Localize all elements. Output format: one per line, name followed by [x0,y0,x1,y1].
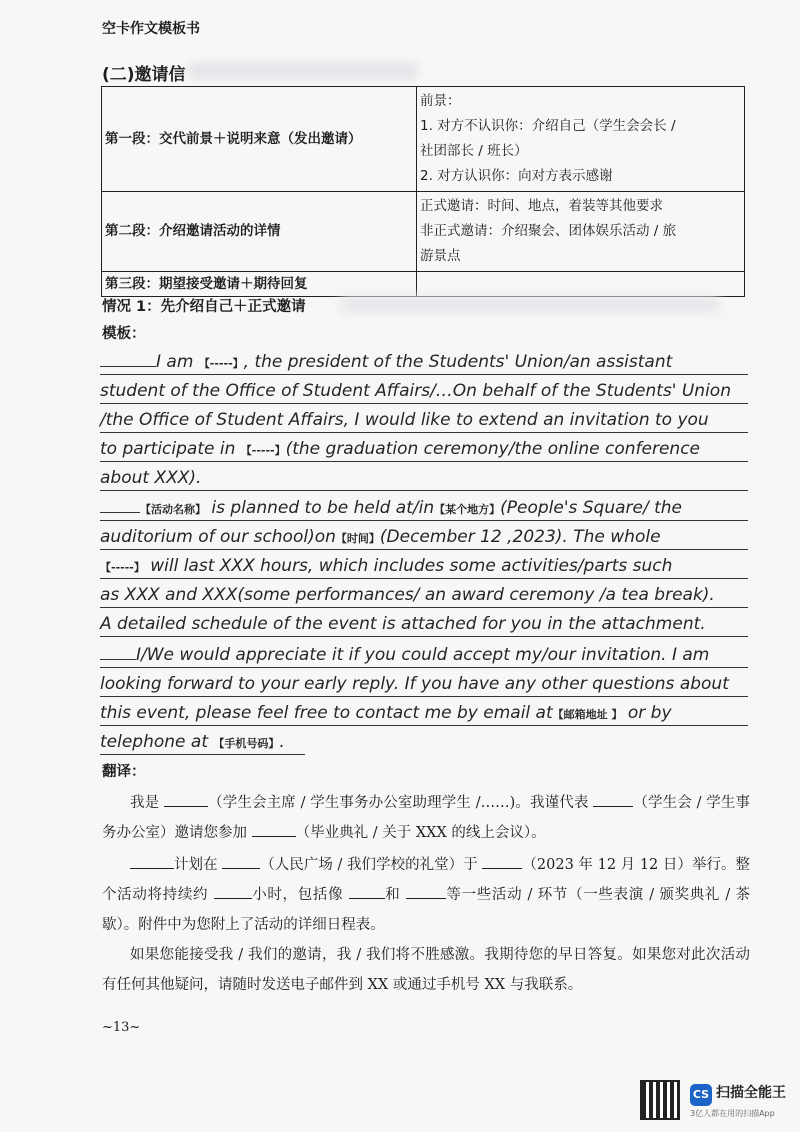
translation-text: 等一些活动 / 环节（一些表演 / 颁奖典礼 / 茶歇）。附件中为您附上了活动的详细日程表。 [102,887,751,933]
translation-text: （毕业典礼 / 关于 XXX 的线上会议）。 [295,825,546,841]
template-label: 模板： [102,326,146,342]
template-line: looking forward to your early reply. If you have any other questions about [100,672,748,697]
template-text: , the president of the Students' Union/an assistant [243,352,673,372]
row-content [417,272,745,297]
template-line [100,643,748,668]
table-row [102,87,745,192]
template-text: (December 12 ,2023). The whole [379,527,661,547]
blurred-watermark [188,62,418,80]
translation-text: （2023 年 12 月 12 日）举行。整个活动将持续约 [102,857,751,903]
blank-line [214,884,252,899]
template-text: this event, please feel free to contact me by email at [100,703,553,723]
translation-paragraph [102,788,750,848]
blurred-watermark [340,296,720,314]
blank-line [252,822,296,837]
template-line [100,730,305,755]
translation-text: （学生会主席 / 学生事务办公室助理学生 /……)。我谨代表 [207,795,589,811]
row-label: 第一段：交代前景＋说明来意（发出邀请） [102,87,417,192]
placeholder-tag: 【-----】 [198,357,244,370]
placeholder-tag: 【某个地方】 [434,503,501,516]
row-line: 游景点 [420,248,461,264]
template-line: as XXX and XXX(some performances/ an award ceremony /a tea break). [100,583,748,608]
blank-line [406,884,446,899]
template-text: . [279,732,285,752]
template-line [100,554,748,579]
placeholder-tag: 【时间】 [335,532,380,545]
scanner-tagline: 3亿人都在用的扫描App [690,1109,775,1118]
blank-line [222,854,260,869]
row-line: 前景： [420,93,461,109]
template-text: I/We would appreciate it if you could accept my/our invitation. I am [136,645,710,665]
template-text: (the graduation ceremony/the online conference [285,439,701,459]
blank-line [349,884,385,899]
placeholder-tag: 【手机号码】 [213,737,280,750]
row-line: 社团部长 / 班长） [420,143,528,159]
blank-line [482,854,522,869]
table-row [102,192,745,272]
row-line: 正式邀请：时间、地点，着装等其他要求 [420,198,663,214]
template-line: /the Office of Student Affairs, I would like to extend an invitation to you [100,408,748,433]
section-title: (二)邀请信 [102,65,186,85]
camscanner-logo-icon: CS [690,1084,712,1106]
template-line [100,437,748,462]
template-line [100,496,748,521]
row-content [417,192,745,272]
row-line: 2. 对方认识你：向对方表示感谢 [420,168,613,184]
template-line [100,525,748,550]
row-line: 非正式邀请：介绍聚会、团体娱乐活动 / 旅 [420,223,677,239]
page-number: ~13~ [102,1020,141,1035]
placeholder-tag: 【-----】 [100,561,145,574]
template-text: auditorium of our school)on [100,527,336,547]
row-label: 第三段：期望接受邀请＋期待回复 [102,272,417,297]
translation-text: （人民广场 / 我们学校的礼堂）于 [260,857,478,873]
translation-text: （学生会 / 学生事务办公室）邀请您参加 [102,795,751,841]
translation-text: 小时，包括像 [251,887,344,903]
case-title: 情况 1：先介绍自己＋正式邀请 [102,299,306,315]
template-text: or by [622,703,672,723]
blank-line [593,792,633,807]
template-line: A detailed schedule of the event is attached for you in the attachment. [100,612,748,637]
placeholder-tag: 【邮箱地址 】 [552,708,623,721]
translation-text: 计划在 [174,857,218,873]
template-text: will last XXX hours, which includes some activities/parts such [144,556,673,576]
template-line: student of the Office of Student Affairs/…On behalf of the Students' Union [100,379,748,404]
blank-line [100,350,156,367]
blank-line [100,643,136,660]
book-header: 空卡作文模板书 [102,21,200,37]
template-line [100,701,748,726]
template-line [100,350,748,375]
translation-paragraph [102,850,750,940]
template-text: telephone at [100,732,214,752]
template-text: is planned to be held at/in [206,498,435,518]
blank-line [130,854,174,869]
translation-text: 和 [384,887,401,903]
scanner-app-name: 扫描全能王 [716,1085,786,1101]
translation-label: 翻译： [102,764,146,780]
translation-paragraph: 如果您能接受我 / 我们的邀请，我 / 我们将不胜感激。我期待您的早日答复。如果您对此次活动有任何其他疑问，请随时发送电子邮件到 XX 或通过手机号 XX 与我联系。 [102,947,750,993]
template-text: I am [156,352,199,372]
template-text: (People's Square/ the [500,498,683,518]
placeholder-tag: 【-----】 [240,444,286,457]
paragraph-outline-table [101,86,745,297]
table-row [102,272,745,297]
placeholder-tag: 【活动名称】 [140,503,206,516]
translation-text: 我是 [130,795,160,811]
template-line: about XXX). [100,466,748,491]
blank-line [100,496,140,513]
row-label: 第二段：介绍邀请活动的详情 [102,192,417,272]
row-line: 1. 对方不认识你：介绍自己（学生会会长 / [420,118,676,134]
row-content [417,87,745,192]
blank-line [164,792,208,807]
qr-code-icon [640,1080,680,1120]
template-text: to participate in [100,439,241,459]
